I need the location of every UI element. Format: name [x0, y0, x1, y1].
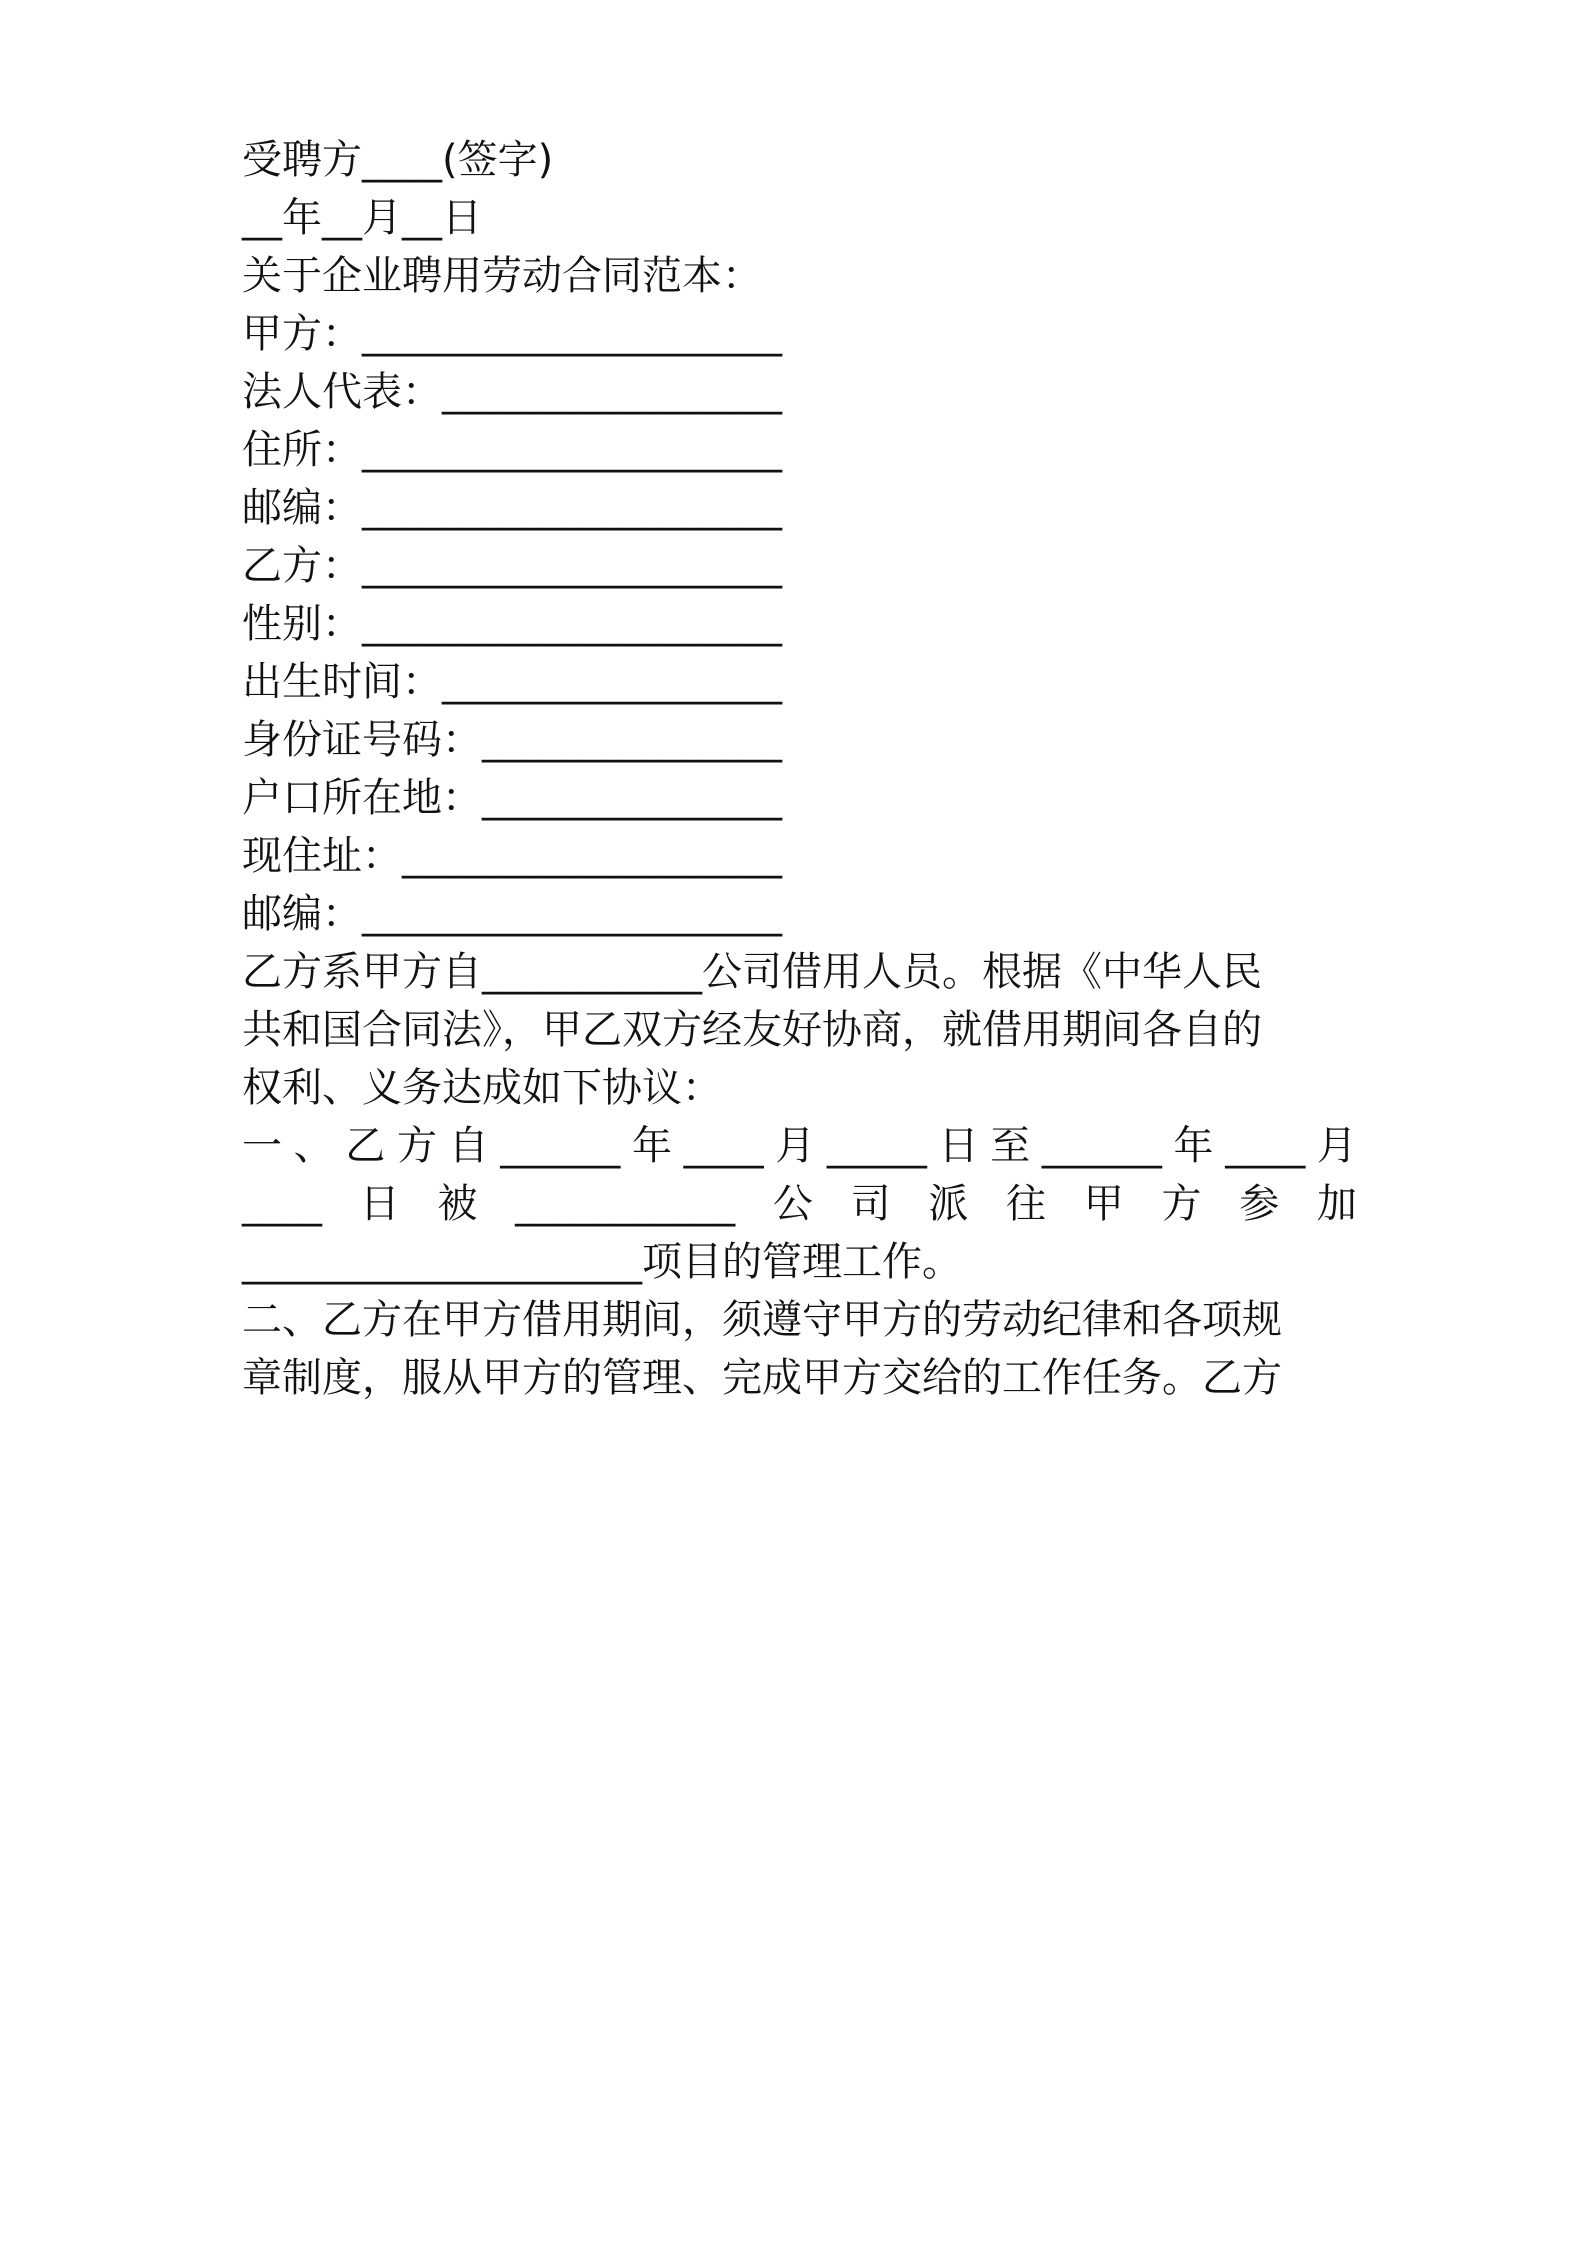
blank-line: ___________	[515, 1181, 736, 1227]
clause-2-line: 章制度，服从甲方的管理、完成甲方交给的工作任务。乙方	[242, 1355, 1282, 1401]
clause-text: 日	[359, 1181, 400, 1227]
clause-1-line-1	[242, 1121, 1357, 1171]
clause-text: 年	[631, 1123, 672, 1169]
clause-text: 月	[1316, 1123, 1357, 1169]
field-gender: 性别：_____________________	[242, 601, 782, 647]
field-id-number: 身份证号码：_______________	[242, 717, 782, 763]
clause-text: 加	[1316, 1181, 1357, 1227]
blank-line: ____	[1225, 1123, 1306, 1169]
clause-1-line-3: ____________________项目的管理工作。	[242, 1239, 962, 1285]
blank-line: ______	[1041, 1123, 1162, 1169]
blank-line: ____	[683, 1123, 764, 1169]
field-party-b-postcode: 邮编：_____________________	[242, 891, 782, 937]
field-party-a-postcode: 邮编：_____________________	[242, 485, 782, 531]
clause-text: 参	[1239, 1181, 1280, 1227]
preamble-line: 权利、义务达成如下协议：	[242, 1065, 722, 1111]
date-line: __年__月__日	[242, 195, 482, 241]
document-heading: 关于企业聘用劳动合同范本：	[242, 253, 762, 299]
field-household-registration: 户口所在地：_______________	[242, 775, 782, 821]
clause-text: 月	[775, 1123, 816, 1169]
blank-line: ____	[242, 1181, 322, 1227]
clause-2-line: 二、乙方在甲方借用期间，须遵守甲方的劳动纪律和各项规	[242, 1297, 1282, 1343]
clause-text: 方	[396, 1123, 437, 1169]
preamble-line: 共和国合同法》，甲乙双方经友好协商，就借用期间各自的	[242, 1007, 1262, 1053]
clause-text: 公	[772, 1181, 813, 1227]
signature-line: 受聘方____(签字)	[242, 137, 554, 183]
clause-text: 日	[938, 1123, 979, 1169]
clause-text: 被	[437, 1181, 478, 1227]
preamble-line: 乙方系甲方自___________公司借用人员。根据《中华人民	[242, 949, 1262, 995]
blank-line: _____	[826, 1123, 927, 1169]
field-party-a: 甲方：_____________________	[242, 311, 782, 357]
field-current-address: 现住址：___________________	[242, 833, 782, 879]
field-legal-representative: 法人代表：_________________	[242, 369, 782, 415]
clause-text: 甲	[1083, 1181, 1124, 1227]
field-party-a-address: 住所：_____________________	[242, 427, 782, 473]
clause-text: 乙	[345, 1123, 386, 1169]
clause-text: 、	[293, 1123, 334, 1169]
field-party-b: 乙方：_____________________	[242, 543, 782, 589]
clause-text: 方	[1161, 1181, 1202, 1227]
clause-text: 司	[850, 1181, 891, 1227]
clause-text: 自	[448, 1123, 489, 1169]
clause-text: 至	[990, 1123, 1031, 1169]
field-birth-date: 出生时间：_________________	[242, 659, 782, 705]
clause-text: 一	[242, 1123, 282, 1169]
clause-text: 年	[1173, 1123, 1214, 1169]
blank-line: ______	[500, 1123, 621, 1169]
clause-text: 派	[928, 1181, 969, 1227]
clause-1-line-2	[242, 1179, 1357, 1229]
clause-text: 往	[1006, 1181, 1047, 1227]
